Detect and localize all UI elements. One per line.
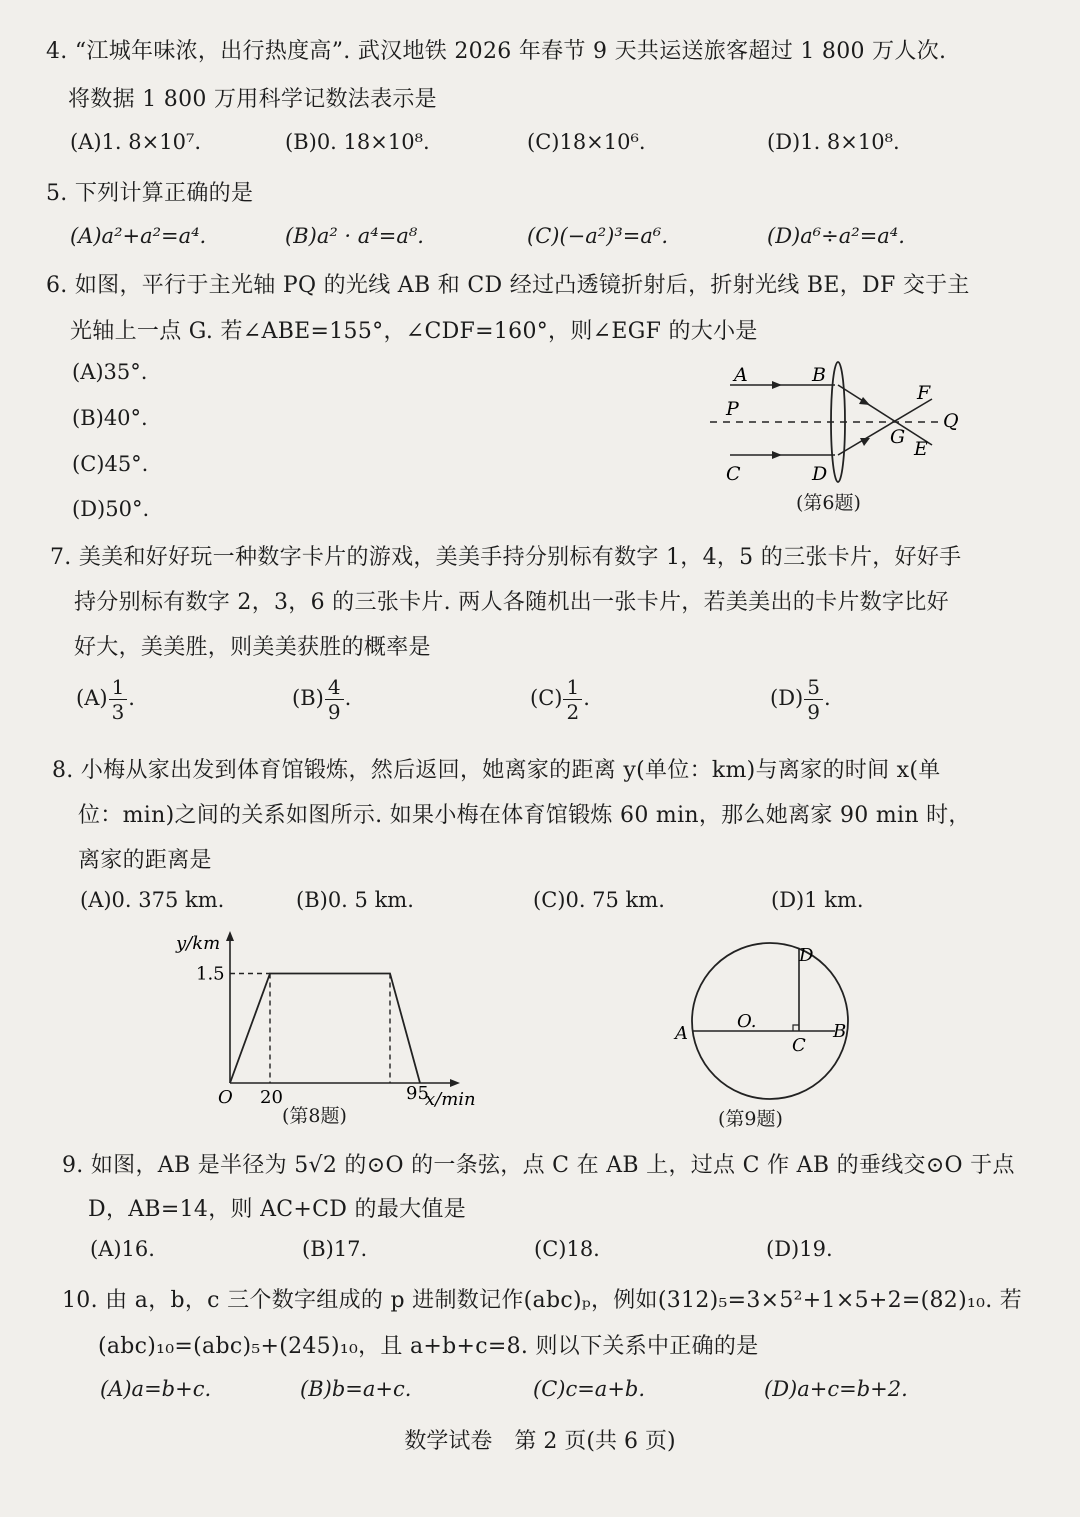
q6-option-d: (D)50°. [72,497,150,521]
q5-option-d: (D)a⁶÷a²=a⁴. [767,224,905,248]
q8-option-c: (C)0. 75 km. [533,888,665,912]
q7-c-numerator: 1 [563,677,582,700]
q8-option-a: (A)0. 375 km. [80,888,225,912]
label-o: O. [737,1011,757,1032]
ray-df-arrow [860,438,870,446]
q6-caption: (第6题) [796,492,861,514]
label-c: C [726,463,741,485]
label-d: D [799,945,814,966]
q4-stem-line2: 将数据 1 800 万用科学记数法表示是 [68,87,437,112]
q7-option-d-fraction [804,677,823,722]
q8-x-tick-label-20: 20 [260,1087,283,1108]
q7-d-numerator: 5 [804,677,823,700]
q7-c-denominator: 2 [566,700,580,724]
q10-option-a: (A)a=b+c. [100,1377,212,1401]
q10-option-d: (D)a+c=b+2. [764,1377,908,1401]
q7-stem-line1: 7. 美美和好好玩一种数字卡片的游戏，美美手持分别标有数字 1，4，5 的三张卡片，好好手 [50,545,962,570]
ray-ab-arrow [772,381,782,389]
label-d: D [812,463,828,485]
label-p: P [726,398,739,420]
q7-option-c-letter: (C) [530,686,563,710]
label-c: C [792,1035,806,1056]
q7-stem-line3: 好大，美美胜，则美美获胜的概率是 [74,635,431,660]
q9-option-b: (B)17. [302,1237,368,1261]
q4-option-d: (D)1. 8×10⁸. [767,130,900,154]
q9-caption: (第9题) [718,1108,783,1130]
q7-d-dot: . [823,686,831,710]
q8-y-axis-arrow [226,931,234,941]
label-q: Q [943,410,959,432]
label-a: A [675,1023,688,1044]
q7-b-dot: . [344,686,352,710]
q7-a-denominator: 3 [111,700,125,724]
q8-axes [226,931,460,1087]
q6-option-c: (C)45°. [72,452,149,476]
q9-option-d: (D)19. [766,1237,833,1261]
q7-option-d-letter: (D) [770,686,804,710]
q8-stem-line3: 离家的距离是 [78,848,212,873]
q7-c-dot: . [583,686,590,710]
q7-d-denominator: 9 [807,700,820,724]
q10-option-b: (B)b=a+c. [300,1377,412,1401]
q8-origin-label: O [218,1087,233,1108]
q10-option-c: (C)c=a+b. [533,1377,646,1401]
q8-stem-line2: 位：min)之间的关系如图所示. 如果小梅在体育馆锻炼 60 min，那么她离家 90 min 时， [78,803,971,828]
q6-option-b: (B)40°. [72,406,148,430]
q6-stem-line2: 光轴上一点 G. 若∠ABE=155°，∠CDF=160°，则∠EGF 的大小是 [70,319,758,344]
q8-option-d: (D)1 km. [771,888,864,912]
q9-option-a: (A)16. [90,1237,155,1261]
ray-be-arrow [859,397,870,405]
q7-option-b-letter: (B) [292,686,324,710]
right-angle-mark [793,1025,799,1031]
label-f: F [917,382,931,404]
q7-b-numerator: 4 [325,677,344,700]
q4-option-b: (B)0. 18×10⁸. [285,130,430,154]
q9-circle-figure [665,935,865,1105]
q8-x-tick-label-95: 95 [406,1083,429,1104]
ray-cd-arrow [772,451,782,459]
q4-option-a: (A)1. 8×10⁷. [70,130,202,154]
q8-option-b: (B)0. 5 km. [296,888,414,912]
label-b: B [812,364,826,386]
q7-option-c-fraction [563,677,582,722]
page-footer: 数学试卷 第 2 页(共 6 页) [404,1429,676,1454]
q7-a-numerator: 1 [109,677,128,700]
q4-stem-line1: 4. “江城年味浓，出行热度高”. 武汉地铁 2026 年春节 9 天共运送旅客超过 1 800 万人次. [46,39,947,64]
q7-option-a-letter: (A) [76,686,108,710]
q7-option-c [530,677,590,722]
q9-stem-line2: D，AB=14，则 AC+CD 的最大值是 [88,1197,467,1222]
q8-caption: (第8题) [282,1105,347,1127]
q7-option-d [770,677,831,722]
q8-marks [230,974,420,1084]
circle-o [692,943,848,1099]
q5-stem: 5. 下列计算正确的是 [46,181,254,206]
q10-stem-line1: 10. 由 a，b，c 三个数字组成的 p 进制数记作(abc)ₚ，例如(312)₅=3×5²+1×5+2=(82)₁₀. 若 [62,1288,1023,1313]
q8-x-axis-arrow [450,1079,460,1087]
label-b: B [833,1021,847,1042]
q7-option-a-fraction [109,677,128,722]
q7-stem-line2: 持分别标有数字 2，3，6 的三张卡片. 两人各随机出一张卡片，若美美出的卡片数字比好 [74,590,949,615]
q7-option-b [292,677,351,722]
q5-option-c: (C)(−a²)³=a⁶. [527,224,669,248]
q7-a-dot: . [128,686,135,710]
q7-option-b-fraction [325,677,344,722]
q6-option-a: (A)35°. [72,360,148,384]
q6-stem-line1: 6. 如图，平行于主光轴 PQ 的光线 AB 和 CD 经过凸透镜折射后，折射光线 BE，DF 交于主 [46,273,970,298]
q8-y-tick-label: 1.5 [196,963,225,985]
q8-y-axis-label: y/km [176,933,221,954]
q8-stem-line1: 8. 小梅从家出发到体育馆锻炼，然后返回，她离家的距离 y(单位：km)与离家的时间 x(单 [52,758,941,783]
label-a: A [734,364,748,386]
label-g: G [890,426,906,448]
q8-x-axis-label: x/min [425,1089,476,1110]
q5-option-b: (B)a² · a⁴=a⁸. [285,224,424,248]
q7-option-a [76,677,135,722]
label-e: E [914,438,928,460]
q8-series-line [230,974,420,1084]
q9-option-c: (C)18. [534,1237,600,1261]
q7-b-denominator: 9 [327,700,341,724]
q9-stem-line1: 9. 如图，AB 是半径为 5√2 的⊙O 的一条弦，点 C 在 AB 上，过点 C 作 AB 的垂线交⊙O 于点 [62,1153,1015,1178]
q4-option-c: (C)18×10⁶. [527,130,646,154]
q6-lens-figure [700,355,970,490]
q8-distance-time-graph [170,925,490,1110]
q5-option-a: (A)a²+a²=a⁴. [70,224,207,248]
q10-stem-line2: (abc)₁₀=(abc)₅+(245)₁₀，且 a+b+c=8. 则以下关系中正确的是 [98,1334,759,1359]
